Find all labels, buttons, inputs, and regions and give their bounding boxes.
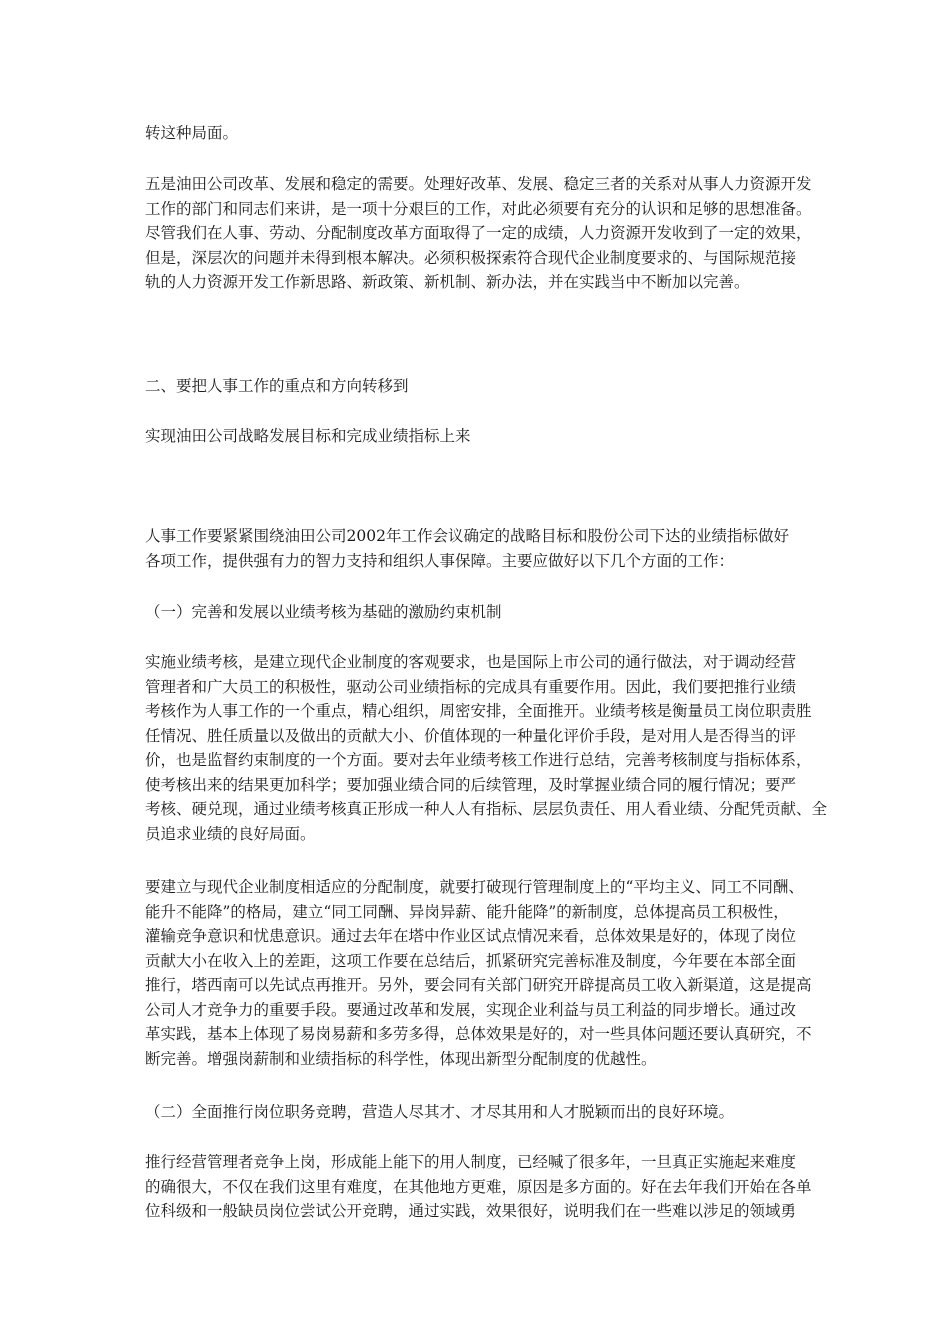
text-line: 公司人才竞争力的重要手段。要通过改革和发展，实现企业利益与员工利益的同步增长。通过改 xyxy=(145,1000,797,1019)
text-line: 的确很大，不仅在我们这里有难度，在其他地方更难，原因是多方面的。好在去年我们开始在各单 xyxy=(145,1177,812,1196)
text-line: 五是油田公司改革、发展和稳定的需要。处理好改革、发展、稳定三者的关系对从事人力资源开发 xyxy=(145,175,812,193)
text-line: 任情况、胜任质量以及做出的贡献大小、价值体现的一种量化评价手段，是对用人是否得当的评 xyxy=(145,726,797,745)
text-line: 考核作为人事工作的一个重点，精心组织，周密安排，全面推开。业绩考核是衡量员工岗位职责胜 xyxy=(145,702,812,720)
text-line: 推行，塔西南可以先试点再推开。另外，要会同有关部门研究开辟提高员工收入新渠道，这是提高 xyxy=(145,976,812,994)
text-line: 革实践，基本上体现了易岗易薪和多劳多得，总体效果是好的，对一些具体问题还要认真研究，不 xyxy=(145,1025,812,1043)
text-line: 能升不能降”的格局，建立“同工同酬、异岗异薪、能升能降”的新制度，总体提高员工积极性， xyxy=(145,902,789,921)
paragraph-reason-five xyxy=(145,172,825,295)
text-line: 实施业绩考核，是建立现代企业制度的客观要求，也是国际上市公司的通行做法，对于调动经营 xyxy=(145,653,797,671)
text-line: 但是，深层次的问题并未得到根本解决。必须积极探索符合现代企业制度要求的、与国际规范接 xyxy=(145,248,797,267)
text-line: 位科级和一般缺员岗位尝试公开竞聘，通过实践，效果很好，说明我们在一些难以涉足的领域勇 xyxy=(145,1202,797,1220)
paragraph-performance-review xyxy=(145,650,828,846)
paragraph-competitive-hiring xyxy=(145,1150,825,1224)
text-line: 考核、硬兑现，通过业绩考核真正形成一种人人有指标、层层负责任、用人看业绩、分配凭贡献、全 xyxy=(145,800,828,818)
paragraph-section2-intro xyxy=(145,524,825,573)
paragraph-distribution-system xyxy=(145,875,825,1071)
text-line: 尽管我们在人事、劳动、分配制度改革方面取得了一定的成绩，人力资源开发收到了一定的效果， xyxy=(145,224,812,242)
text-line: 推行经营管理者竞争上岗，形成能上能下的用人制度，已经喊了很多年，一旦真正实施起来难度 xyxy=(145,1153,797,1171)
section-heading-2: 二、要把人事工作的重点和方向转移到 xyxy=(145,377,409,395)
text-line: 价，也是监督约束制度的一个方面。要对去年业绩考核工作进行总结，完善考核制度与指标体系， xyxy=(145,751,812,769)
paragraph-intro-tail xyxy=(145,121,825,146)
text-line: 使考核出来的结果更加科学；要加强业绩合同的后续管理，及时掌握业绩合同的履行情况；要严 xyxy=(145,775,797,794)
subsection-heading-2: （二）全面推行岗位职务竞聘，营造人尽其才、才尽其用和人才脱颖而出的良好环境。 xyxy=(145,1103,735,1121)
section-heading-2-subtitle: 实现油田公司战略发展目标和完成业绩指标上来 xyxy=(145,427,471,445)
text-line: 管理者和广大员工的积极性，驱动公司业绩指标的完成具有重要作用。因此，我们要把推行业绩 xyxy=(145,677,797,696)
text-line: 转这种局面。 xyxy=(145,124,239,142)
text-line: 贡献大小在收入上的差距，这项工作要在总结后，抓紧研究完善标准及制度，今年要在本部全面 xyxy=(145,951,797,970)
text-line: 要建立与现代企业制度相适应的分配制度，就要打破现行管理制度上的“平均主义、同工不同酬、 xyxy=(145,878,804,896)
text-line: 员追求业绩的良好局面。 xyxy=(145,824,316,843)
text-line: 轨的人力资源开发工作新思路、新政策、新机制、新办法，并在实践当中不断加以完善。 xyxy=(145,273,750,291)
text-line: 人事工作要紧紧围绕油田公司2002年工作会议确定的战略目标和股份公司下达的业绩指标做好 xyxy=(145,527,789,545)
text-line: 断完善。增强岗薪制和业绩指标的科学性，体现出新型分配制度的优越性。 xyxy=(145,1049,657,1068)
text-line: 工作的部门和同志们来讲，是一项十分艰巨的工作，对此必须要有充分的认识和足够的思想准备。 xyxy=(145,199,812,218)
text-line: 灌输竞争意识和忧患意识。通过去年在塔中作业区试点情况来看，总体效果是好的，体现了岗位 xyxy=(145,927,797,945)
text-line: 各项工作，提供强有力的智力支持和组织人事保障。主要应做好以下几个方面的工作： xyxy=(145,551,735,570)
subsection-heading-1: （一）完善和发展以业绩考核为基础的激励约束机制 xyxy=(145,603,502,621)
